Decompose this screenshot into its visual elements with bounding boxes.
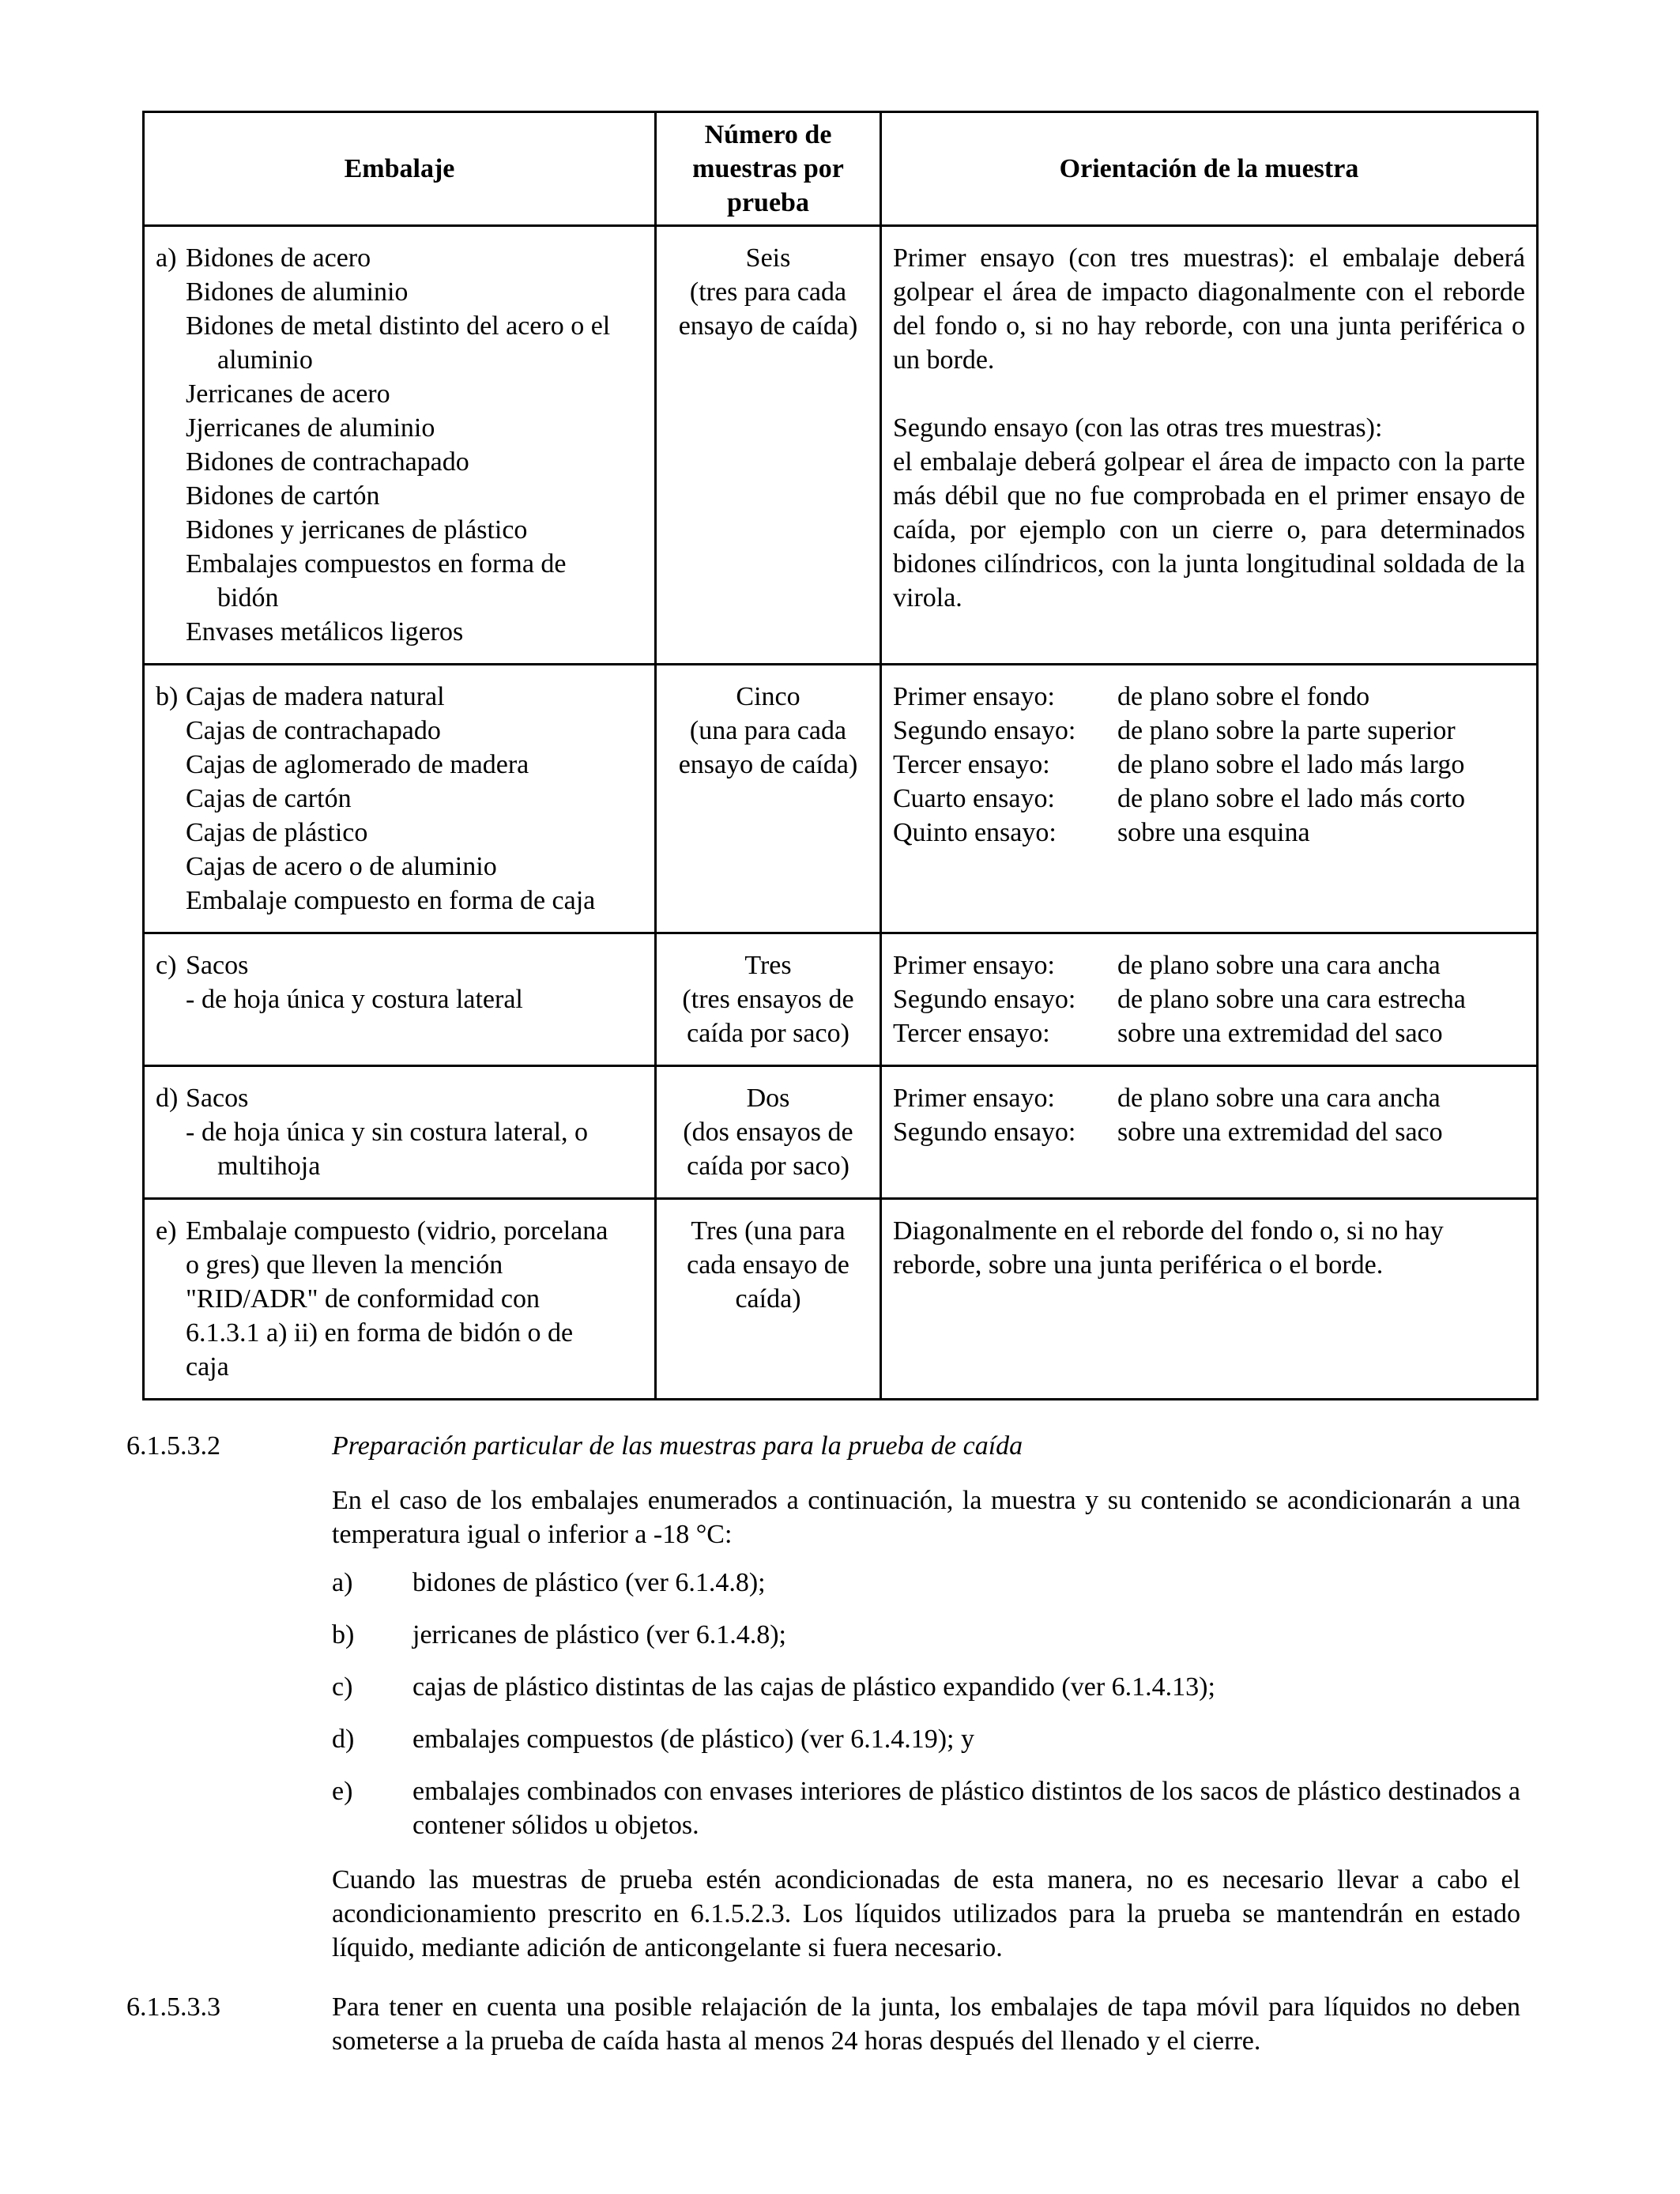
table-row — [144, 1199, 1538, 1400]
list-letter: b) — [332, 1620, 355, 1649]
list-item — [332, 1618, 1520, 1652]
table-row — [144, 665, 1538, 933]
list-letter: d) — [332, 1725, 355, 1754]
orientation-cell — [881, 1066, 1538, 1199]
test-label: Primer ensayo: — [893, 682, 1055, 711]
test-label: Tercer ensayo: — [893, 1019, 1050, 1048]
test-description: de plano sobre una cara estrecha — [1117, 985, 1466, 1014]
orientation-text: Primer ensayo (con tres muestras): el embalaje deberá golpear el área de impacto diagonalmente con el reborde del fondo o, si no hay reborde, con una junta periférica o un borde. — [893, 243, 1525, 375]
header-sample-count: Número de muestras por prueba — [656, 112, 881, 226]
drop-test-table — [142, 111, 1539, 1400]
packaging-item: 6.1.3.1 a) ii) en forma de bidón o de — [186, 1318, 574, 1348]
test-label: Segundo ensayo: — [893, 1118, 1076, 1147]
orientation-text: Diagonalmente en el reborde del fondo o, si no hay reborde, sobre una junta periférica o el borde. — [893, 1216, 1444, 1280]
sample-count-note: (una para cada ensayo de caída) — [678, 716, 858, 779]
packaging-item: Cajas de acero o de aluminio — [186, 852, 497, 881]
test-label: Cuarto ensayo: — [893, 784, 1055, 813]
row-letter: b) — [156, 682, 179, 711]
packaging-item: multihoja — [217, 1152, 321, 1181]
test-description: de plano sobre una cara ancha — [1117, 1084, 1441, 1113]
packaging-item: bidón — [217, 583, 279, 613]
test-description: de plano sobre el lado más corto — [1117, 784, 1465, 813]
orientation-heading: Segundo ensayo (con las otras tres muestras): — [893, 413, 1383, 443]
table-row — [144, 933, 1538, 1066]
sample-count: Dos — [746, 1084, 790, 1113]
sample-count: Seis — [745, 243, 791, 273]
orientation-cell — [881, 665, 1538, 933]
section-text: Para tener en cuenta una posible relajación de la junta, los embalajes de tapa móvil para líquidos no deben someterse a la prueba de caída hasta al menos 24 horas después del llenado y el cierre. — [332, 1992, 1520, 2056]
packaging-item: Envases metálicos ligeros — [186, 617, 464, 647]
row-letter: d) — [156, 1084, 179, 1113]
list-item — [332, 1566, 1520, 1600]
test-description: de plano sobre una cara ancha — [1117, 951, 1441, 980]
packaging-item: o gres) que lleven la mención — [186, 1250, 503, 1280]
sample-count-note: (tres para cada ensayo de caída) — [678, 277, 858, 341]
packaging-cell — [144, 933, 656, 1066]
packaging-item: Jjerricanes de aluminio — [186, 413, 435, 443]
list-item — [332, 1774, 1520, 1842]
section-number: 6.1.5.3.3 — [126, 1992, 220, 2022]
sample-count-cell — [656, 1066, 881, 1199]
orientation-cell — [881, 226, 1538, 665]
test-label: Tercer ensayo: — [893, 750, 1050, 779]
test-description: sobre una extremidad del saco — [1117, 1019, 1443, 1048]
condition-list — [332, 1566, 1520, 1842]
sample-count-note: (dos ensayos de caída por saco) — [683, 1118, 853, 1181]
sample-count-note: (tres ensayos de caída por saco) — [682, 985, 854, 1048]
table-row — [144, 1066, 1538, 1199]
packaging-item: Cajas de madera natural — [186, 682, 445, 711]
packaging-item: de hoja única y sin costura lateral, o — [202, 1118, 589, 1147]
list-letter: e) — [332, 1777, 353, 1806]
section-intro: En el caso de los embalajes enumerados a continuación, la muestra y su contenido se acondicionarán a una temperatura igual o inferior a -18 °C: — [332, 1486, 1520, 1549]
packaging-item: de hoja única y costura lateral — [202, 985, 523, 1014]
sample-count-cell — [656, 933, 881, 1066]
packaging-cell — [144, 665, 656, 933]
packaging-item: Embalaje compuesto en forma de caja — [186, 886, 596, 915]
packaging-item: Sacos — [186, 1084, 249, 1113]
packaging-item: Bidones de cartón — [186, 481, 380, 511]
test-description: sobre una extremidad del saco — [1117, 1118, 1443, 1147]
section-title: Preparación particular de las muestras para la prueba de caída — [332, 1431, 1023, 1461]
packaging-item: aluminio — [217, 345, 313, 375]
list-text: jerricanes de plástico (ver 6.1.4.8); — [412, 1620, 786, 1649]
sample-count-cell — [656, 1199, 881, 1400]
list-item — [332, 1670, 1520, 1704]
list-text: embalajes compuestos (de plástico) (ver 6.1.4.19); y — [412, 1725, 974, 1754]
sample-count: Cinco — [736, 682, 800, 711]
sample-count-cell — [656, 226, 881, 665]
orientation-text: el embalaje deberá golpear el área de impacto con la parte más débil que no fue comprobada en el primer ensayo de caída, por ejemplo con un cierre o, para determinados bidones cilíndricos, con la junta longitudinal soldada de la virola. — [893, 447, 1525, 613]
table-row — [144, 226, 1538, 665]
sample-count-cell — [656, 665, 881, 933]
dash-marker: - — [186, 1118, 195, 1147]
packaging-item: Embalaje compuesto (vidrio, porcelana — [186, 1216, 608, 1246]
test-description: de plano sobre el fondo — [1117, 682, 1370, 711]
list-text: cajas de plástico distintas de las cajas de plástico expandido (ver 6.1.4.13); — [412, 1672, 1215, 1702]
dash-marker: - — [186, 985, 195, 1014]
test-description: sobre una esquina — [1117, 818, 1310, 847]
test-description: de plano sobre la parte superior — [1117, 716, 1456, 745]
packaging-item: Bidones de acero — [186, 243, 371, 273]
orientation-cell — [881, 1199, 1538, 1400]
packaging-item: Cajas de plástico — [186, 818, 368, 847]
test-label: Primer ensayo: — [893, 951, 1055, 980]
header-packaging: Embalaje — [144, 112, 656, 226]
packaging-item: Bidones y jerricanes de plástico — [186, 515, 528, 545]
row-letter: e) — [156, 1216, 177, 1246]
packaging-item: Cajas de contrachapado — [186, 716, 441, 745]
packaging-item: Jerricanes de acero — [186, 379, 390, 409]
section-closing: Cuando las muestras de prueba estén acondicionadas de esta manera, no es necesario llevar a cabo el acondicionamiento prescrito en 6.1.5.2.3. Los líquidos utilizados para la prueba se mantendrán en estado líquido, mediante adición de anticongelante si fuera necesario. — [332, 1865, 1520, 1962]
sample-count: Tres — [744, 951, 792, 980]
section-content — [332, 1429, 1520, 1965]
section-number: 6.1.5.3.2 — [126, 1431, 220, 1461]
list-letter: c) — [332, 1672, 353, 1702]
test-label: Primer ensayo: — [893, 1084, 1055, 1113]
packaging-item: Bidones de metal distinto del acero o el — [186, 311, 611, 341]
packaging-item: Sacos — [186, 951, 249, 980]
header-orientation: Orientación de la muestra — [881, 112, 1538, 226]
list-letter: a) — [332, 1568, 353, 1597]
packaging-item: caja — [186, 1352, 229, 1382]
test-label: Quinto ensayo: — [893, 818, 1057, 847]
test-label: Segundo ensayo: — [893, 716, 1076, 745]
packaging-cell — [144, 226, 656, 665]
packaging-item: Embalajes compuestos en forma de — [186, 549, 567, 579]
list-text: bidones de plástico (ver 6.1.4.8); — [412, 1568, 766, 1597]
packaging-item: Cajas de aglomerado de madera — [186, 750, 529, 779]
test-description: de plano sobre el lado más largo — [1117, 750, 1465, 779]
list-text: embalajes combinados con envases interiores de plástico distintos de los sacos de plástico destinados a contener sólidos u objetos. — [412, 1777, 1520, 1840]
test-label: Segundo ensayo: — [893, 985, 1076, 1014]
packaging-cell — [144, 1066, 656, 1199]
packaging-item: "RID/ADR" de conformidad con — [186, 1284, 540, 1314]
table-header-row — [144, 112, 1538, 226]
sample-count: Tres (una para cada ensayo de caída) — [687, 1216, 849, 1314]
row-letter: a) — [156, 243, 177, 273]
row-letter: c) — [156, 951, 177, 980]
list-item — [332, 1722, 1520, 1756]
packaging-cell — [144, 1199, 656, 1400]
packaging-item: Bidones de aluminio — [186, 277, 409, 307]
packaging-item: Bidones de contrachapado — [186, 447, 469, 477]
orientation-cell — [881, 933, 1538, 1066]
packaging-item: Cajas de cartón — [186, 784, 352, 813]
